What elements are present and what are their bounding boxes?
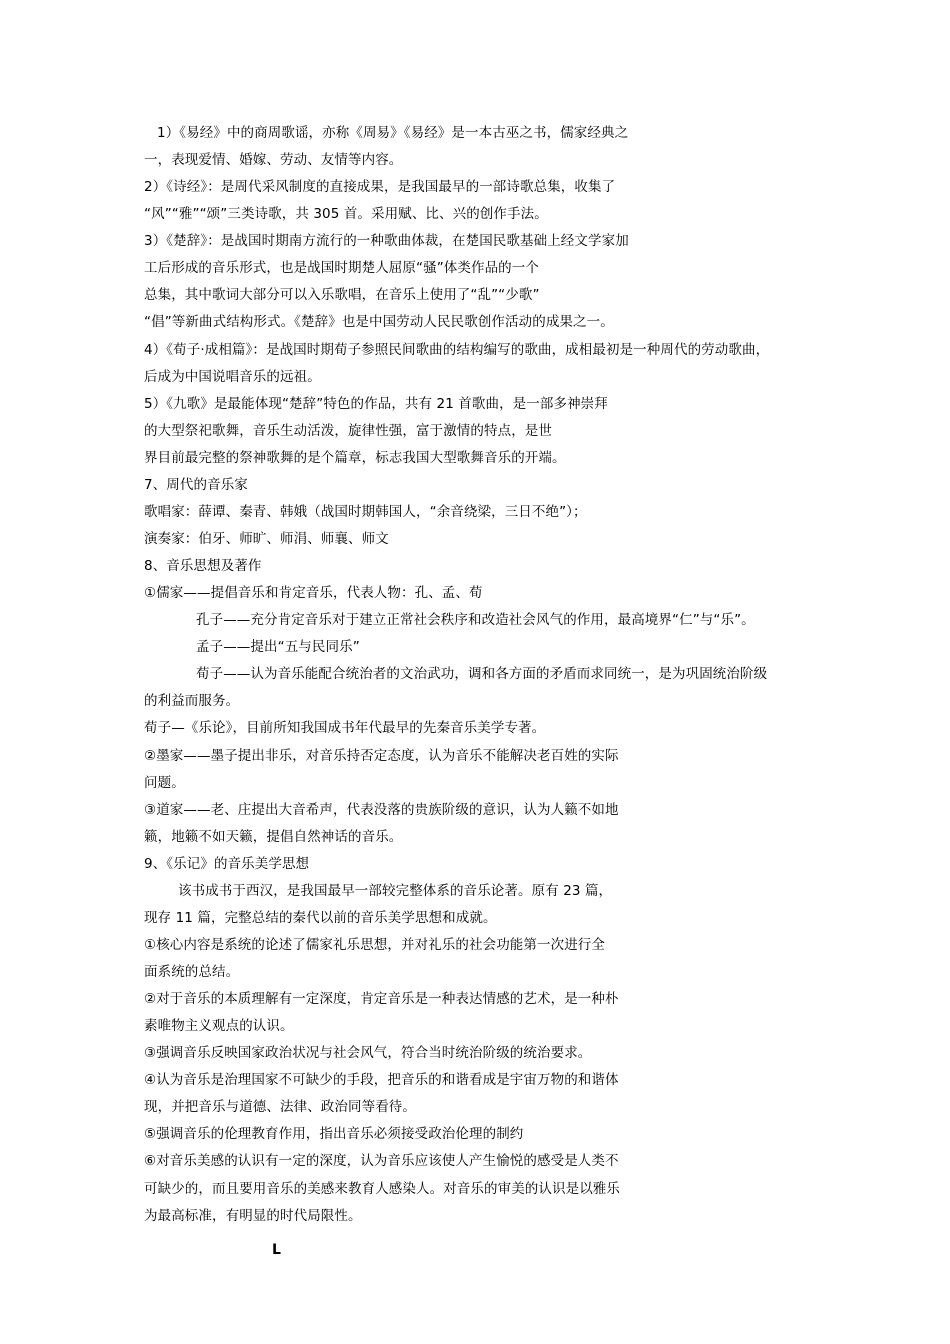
text-line: 荀子—《乐论》，目前所知我国成书年代最早的先秦音乐美学专著。 (144, 720, 546, 736)
text-line: 5）《九歌》是最能体现“楚辞”特色的作品，共有 21 首歌曲，是一部多神崇拜 (144, 396, 608, 412)
footer-mark: L (272, 1242, 281, 1258)
text-line: 歌唱家：薛谭、秦青、韩娥（战国时期韩国人，“余音绕梁，三日不绝”）； (144, 504, 587, 520)
text-line: ②墨家——墨子提出非乐，对音乐持否定态度，认为音乐不能解决老百姓的实际 (144, 748, 619, 764)
text-line: 3）《楚辞》：是战国时期南方流行的一种歌曲体裁，在楚国民歌基础上经文学家加 (144, 233, 629, 249)
text-line: 演奏家：伯牙、师旷、师涓、师襄、师文 (144, 531, 389, 547)
text-line: 问题。 (144, 775, 185, 791)
text-line: ②对于音乐的本质理解有一定深度，肯定音乐是一种表达情感的艺术，是一种朴 (144, 991, 619, 1007)
text-line: 2）《诗经》：是周代采风制度的直接成果，是我国最早的一部诗歌总集，收集了 (144, 179, 616, 195)
text-line: 4）《荀子·成相篇》：是战国时期荀子参照民间歌曲的结构编写的歌曲，成相最初是一种周代的劳动歌曲， (144, 342, 770, 358)
text-line: 该书成书于西汉，是我国最早一部较完整体系的音乐论著。原有 23 篇， (178, 883, 613, 899)
text-line: 1）《易经》中的商周歌谣，亦称《周易》《易经》是一本古巫之书，儒家经典之 (157, 125, 629, 141)
text-line: “风”“雅”“颂”三类诗歌，共 305 首。采用赋、比、兴的创作手法。 (144, 206, 548, 222)
section-heading: 8、音乐思想及著作 (144, 558, 262, 574)
section-heading: 9、《乐记》的音乐美学思想 (144, 856, 310, 872)
text-line: 籁，地籁不如天籁，提倡自然神话的音乐。 (144, 829, 403, 845)
text-line: 的大型祭祀歌舞，音乐生动活泼，旋律性强，富于激情的特点，是世 (144, 423, 552, 439)
text-line: ⑥对音乐美感的认识有一定的深度，认为音乐应该使人产生愉悦的感受是人类不 (144, 1153, 619, 1169)
text-line: 可缺少的，而且要用音乐的美感来教育人感染人。对音乐的审美的认识是以雅乐 (144, 1181, 620, 1197)
text-line: ③道家——老、庄提出大音希声，代表没落的贵族阶级的意识，认为人籁不如地 (144, 802, 619, 818)
text-line: 孟子——提出“五与民同乐” (196, 639, 360, 655)
text-line: 总集，其中歌词大部分可以入乐歌唱，在音乐上使用了“乱”“少歌” (144, 287, 540, 303)
text-line: 面系统的总结。 (144, 964, 240, 980)
text-line: 素唯物主义观点的认识。 (144, 1018, 294, 1034)
text-line: 荀子——认为音乐能配合统治者的文治武功，调和各方面的矛盾而求同统一，是为巩固统治阶级 (196, 666, 768, 682)
text-line: 为最高标准，有明显的时代局限性。 (144, 1208, 362, 1224)
text-line: 现存 11 篇，完整总结的秦代以前的音乐美学思想和成就。 (144, 910, 497, 926)
text-line: 后成为中国说唱音乐的远祖。 (144, 369, 321, 385)
text-line: ①儒家——提倡音乐和肯定音乐，代表人物：孔、孟、荀 (144, 585, 483, 601)
text-line: 一，表现爱情、婚嫁、劳动、友情等内容。 (144, 152, 403, 168)
text-line: ⑤强调音乐的伦理教育作用，指出音乐必须接受政治伦理的制约 (144, 1126, 524, 1142)
text-line: “倡”等新曲式结构形式。《楚辞》也是中国劳动人民民歌创作活动的成果之一。 (144, 314, 614, 330)
text-line: 界目前最完整的祭神歌舞的是个篇章，标志我国大型歌舞音乐的开端。 (144, 450, 566, 466)
text-line: 工后形成的音乐形式，也是战国时期楚人屈原“骚”体类作品的一个 (144, 260, 539, 276)
text-line: 孔子——充分肯定音乐对于建立正常社会秩序和改造社会风气的作用，最高境界“仁”与“乐”。 (196, 612, 755, 628)
text-line: ④认为音乐是治理国家不可缺少的手段，把音乐的和谐看成是宇宙万物的和谐体 (144, 1072, 619, 1088)
text-line: ①核心内容是系统的论述了儒家礼乐思想，并对礼乐的社会功能第一次进行全 (144, 937, 606, 953)
section-heading: 7、周代的音乐家 (144, 477, 248, 493)
text-line: 的利益而服务。 (144, 693, 240, 709)
text-line: 现，并把音乐与道德、法律、政治同等看待。 (144, 1099, 416, 1115)
text-line: ③强调音乐反映国家政治状况与社会风气，符合当时统治阶级的统治要求。 (144, 1045, 592, 1061)
